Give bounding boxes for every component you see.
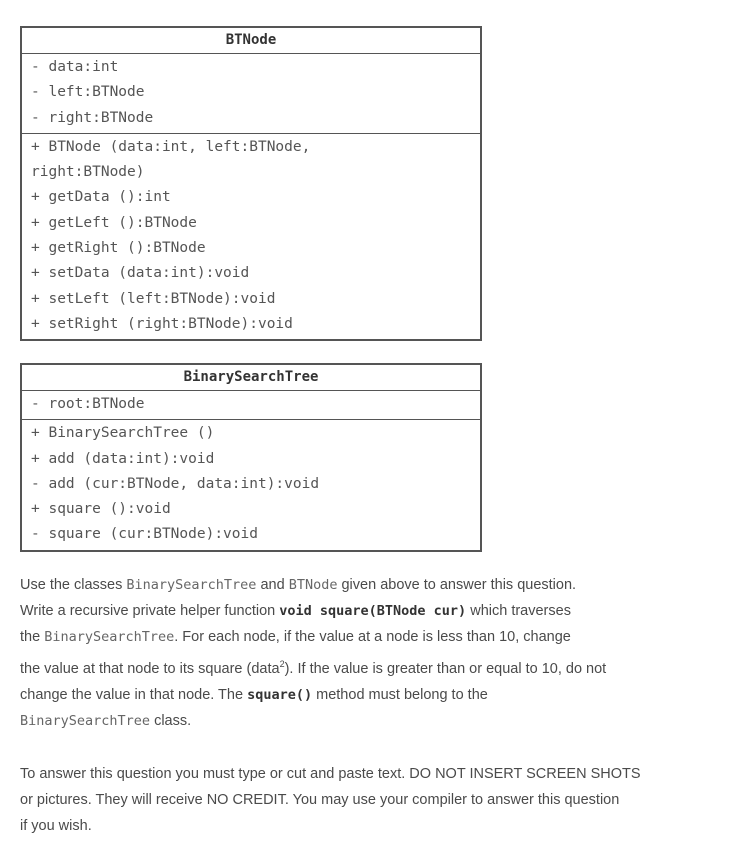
instructions-text <box>20 761 700 839</box>
text-run: the value at that node to its square (data <box>20 661 280 677</box>
instructions-line: To answer this question you must type or cut and paste text. DO NOT INSERT SCREEN SHOTS <box>20 766 641 782</box>
bst-class-title: BinarySearchTree <box>22 365 480 391</box>
code-inline-bold: square() <box>247 687 313 703</box>
question-line <box>20 708 700 734</box>
text-run: method must belong to the <box>312 687 488 703</box>
instructions-line: if you wish. <box>20 818 92 834</box>
text-run: ). If the value is greater than or equal to 10, do not <box>284 661 607 677</box>
text-run: . For each node, if the value at a node is less than 10, change <box>174 629 571 645</box>
bst-method: + square ():void <box>31 501 171 518</box>
bst-field: - root:BTNode <box>31 396 145 412</box>
text-run: and <box>256 577 289 593</box>
bst-class-diagram <box>20 363 482 552</box>
question-line <box>20 656 700 682</box>
code-inline: BinarySearchTree <box>44 629 175 645</box>
btnode-method: + getData ():int <box>31 189 171 206</box>
code-inline-bold: void square(BTNode cur) <box>279 603 467 619</box>
text-run: the <box>20 629 45 645</box>
text-run: change the value in that node. The <box>20 687 248 703</box>
btnode-field: - left:BTNode <box>31 84 145 101</box>
btnode-method: + setData (data:int):void <box>31 265 250 282</box>
btnode-method: + setRight (right:BTNode):void <box>31 315 293 332</box>
text-run: Write a recursive private helper function <box>20 603 280 619</box>
bst-fields <box>22 391 480 420</box>
text-run: given above to answer this question. <box>337 577 577 593</box>
btnode-method: + getLeft ():BTNode <box>31 214 197 231</box>
bst-method: + BinarySearchTree () <box>31 425 215 442</box>
btnode-field: - right:BTNode <box>31 109 154 126</box>
question-text <box>20 572 700 734</box>
text-run: class. <box>150 713 192 729</box>
question-line <box>20 572 700 598</box>
code-inline: BinarySearchTree <box>20 713 151 729</box>
btnode-method: + getRight ():BTNode <box>31 240 206 257</box>
btnode-method: + BTNode (data:int, left:BTNode, right:BTNode) <box>31 138 311 181</box>
btnode-methods <box>22 134 480 339</box>
text-run: Use the classes <box>20 577 127 593</box>
btnode-fields <box>22 54 480 134</box>
question-line <box>20 624 700 650</box>
btnode-field: - data:int <box>31 59 119 75</box>
btnode-method: + setLeft (left:BTNode):void <box>31 290 276 307</box>
instructions-line: or pictures. They will receive NO CREDIT. You may use your compiler to answer this question <box>20 792 620 808</box>
question-line <box>20 682 700 708</box>
bst-method: + add (data:int):void <box>31 450 215 467</box>
code-inline: BinarySearchTree <box>126 577 257 593</box>
code-inline: BTNode <box>288 577 338 593</box>
text-run: which traverses <box>466 603 571 619</box>
bst-method: - add (cur:BTNode, data:int):void <box>31 475 320 492</box>
bst-methods <box>22 420 480 549</box>
btnode-class-title: BTNode <box>22 28 480 54</box>
question-line <box>20 598 700 624</box>
btnode-class-diagram <box>20 26 482 341</box>
bst-method: - square (cur:BTNode):void <box>31 526 258 543</box>
superscript: 2 <box>279 659 285 670</box>
